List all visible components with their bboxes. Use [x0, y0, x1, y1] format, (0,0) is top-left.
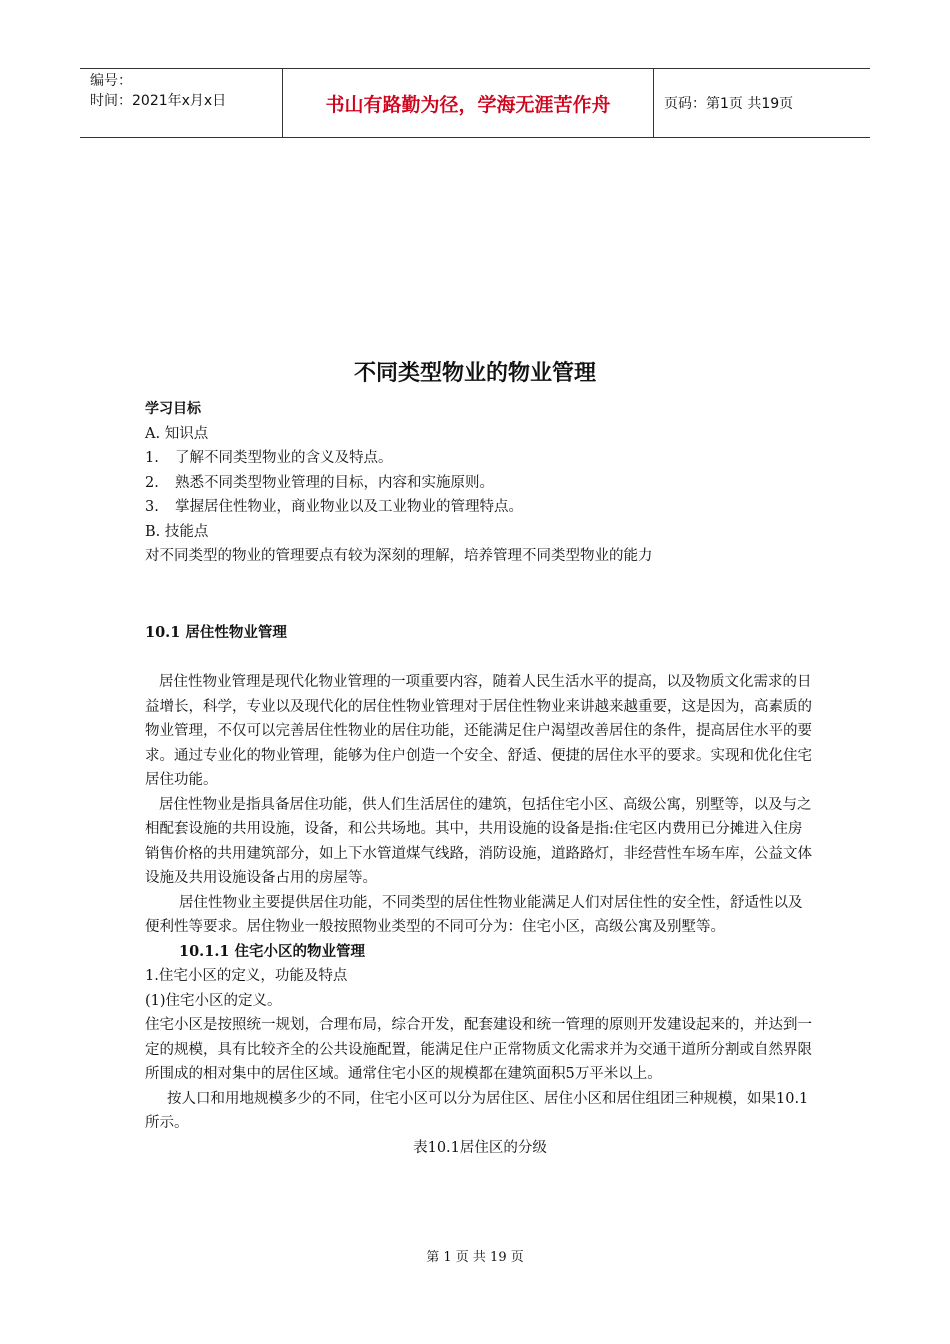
paragraph: 住宅小区是按照统一规划，合理布局，综合开发，配套建设和统一管理的原则开发建设起来的，并达到一定的规模，具有比较齐全的公共设施配置，能满足住户正常物质文化需求并为交通干道所分割或自然界限所围成的相对集中的居住区域。通常住宅小区的规模都在建筑面积5万平米以上。 [145, 1017, 812, 1082]
objective-item-3 [145, 495, 815, 520]
time-label: 时间：2021年x月x日 [90, 93, 227, 109]
learning-objectives [145, 397, 815, 569]
paragraph: 按人口和用地规模多少的不同，住宅小区可以分为居住区、居住小区和居住组团三种规模，如果10.1所示。 [145, 1090, 809, 1131]
header-page-info: 页码：第1页 共19页 [664, 96, 794, 112]
paragraph: 居住性物业是指具备居住功能，供人们生活居住的建筑，包括住宅小区、高级公寓，别墅等，以及与之相配套设施的共用设施，设备，和公共场地。其中，共用设施的设备是指:住宅区内费用已分摊进入住房销售价格的共用建筑部分，如上下水管道煤气线路，消防设施，道路路灯，非经营性车场车库，公益文体设施及共用设施设备占用的房屋等。 [145, 796, 812, 886]
knowledge-label: A. 知识点 [145, 425, 209, 442]
table-caption: 表10.1居住区的分级 [413, 1139, 547, 1156]
section-10-1-body [145, 670, 815, 1160]
paragraph: 居住性物业管理是现代化物业管理的一项重要内容，随着人民生活水平的提高，以及物质文化需求的日益增长，科学，专业以及现代化的居住性物业管理对于居住性物业来讲越来越重要，这是因为，高素质的物业管理，不仅可以完善居住性物业的居住功能，还能满足住户渴望改善居住的条件，提高居住水平的要求。通过专业化的物业管理，能够为住户创造一个安全、舒适、便捷的居住水平的要求。实现和优化住宅居住功能。 [145, 674, 812, 788]
header-motto: 书山有路勤为径，学海无涯苦作舟 [282, 69, 654, 137]
section-10-1-1-heading: 10.1.1 住宅小区的物业管理 [179, 942, 365, 960]
number-label: 编号： [90, 73, 132, 89]
objective-item-1 [145, 446, 815, 471]
objective-item-2 [145, 471, 815, 496]
objective-item-text: 了解不同类型物业的含义及特点。 [175, 450, 393, 466]
objective-item-num: 1. [145, 450, 159, 466]
skill-text: 对不同类型的物业的管理要点有较为深刻的理解，培养管理不同类型物业的能力 [145, 548, 653, 564]
subheading: (1)住宅小区的定义。 [145, 992, 282, 1009]
subheading: 1.住宅小区的定义，功能及特点 [145, 968, 348, 984]
objective-item-text: 掌握居住性物业，商业物业以及工业物业的管理特点。 [175, 499, 523, 515]
paragraph: 居住性物业主要提供居住功能，不同类型的居住性物业能满足人们对居住性的安全性，舒适性以及便利性等要求。居住物业一般按照物业类型的不同可分为：住宅小区，高级公寓及别墅等。 [145, 894, 803, 935]
objective-item-text: 熟悉不同类型物业管理的目标，内容和实施原则。 [175, 474, 494, 491]
objective-item-num: 3. [145, 499, 159, 515]
document-title: 不同类型物业的物业管理 [353, 361, 596, 386]
section-10-1-heading: 10.1 居住性物业管理 [145, 624, 287, 641]
page-footer: 第 1 页 共 19 页 [426, 1250, 524, 1265]
objectives-heading: 学习目标 [145, 401, 201, 417]
header-meta-cell [80, 69, 282, 137]
objective-item-num: 2. [145, 474, 159, 491]
skill-label: B. 技能点 [145, 523, 209, 540]
document-header [80, 68, 870, 138]
